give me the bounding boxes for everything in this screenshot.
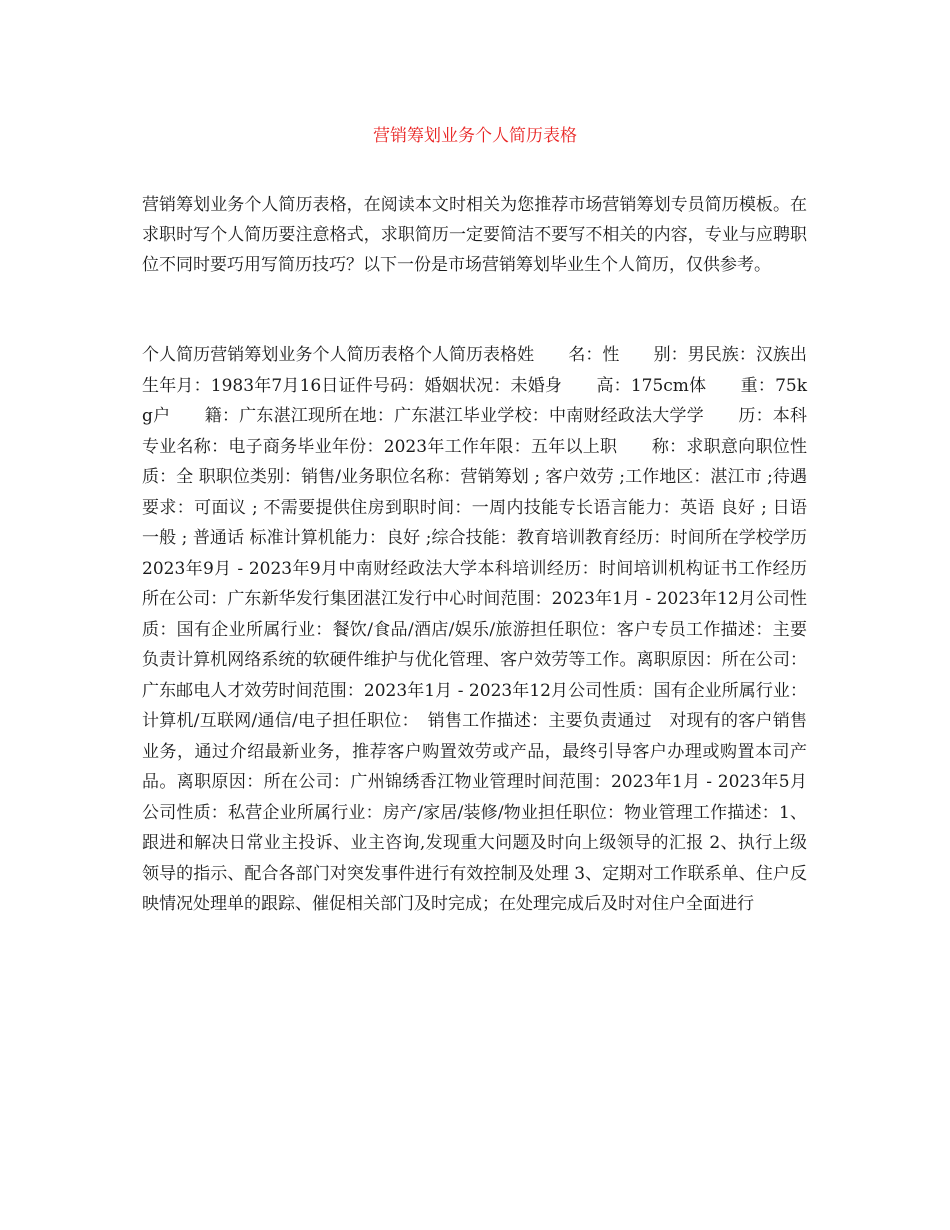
resume-body-paragraph: 个人简历营销筹划业务个人简历表格个人简历表格姓 名：性 别：男民族：汉族出生年月：1983年7月16日证件号码：婚姻状况：未婚身 高：175cm体 重：75kg户 籍：广东湛江现所在地：广东湛江毕业学校：中南财经政法大学学 历：本科专业名称：电子商务毕业年份：2023年工作年限：五年以上职 称：求职意向职位性质：全 职职位类别：销售/业务职位名称：营销筹划 ; 客户效劳 ;工作地区：湛江市 ;待遇要求：可面议 ; 不需要提供住房到职时间：一周内技能专长语言能力：英语 良好 ; 日语 一般 ; 普通话 标准计算机能力：良好 ;综合技能：教育培训教育经历：时间所在学校学历2023年9月 - 2023年9月中南财经政法大学本科培训经历：时间培训机构证书工作经历所在公司：广东新华发行集团湛江发行中心时间范围：2023年1月 - 2023年12月公司性质：国有企业所属行业：餐饮/食品/酒店/娱乐/旅游担任职位：客户专员工作描述：主要负责计算机网络系统的软硬件维护与优化管理、客户效劳等工作。离职原因：所在公司：广东邮电人才效劳时间范围：2023年1月 - 2023年12月公司性质：国有企业所属行业：计算机/互联网/通信/电子担任职位： 销售工作描述：主要负责通过 对现有的客户销售 业务，通过介绍最新业务，推荐客户购置效劳或产品，最终引导客户办理或购置本司产品。离职原因：所在公司：广州锦绣香江物业管理时间范围：2023年1月 - 2023年5月公司性质：私营企业所属行业：房产/家居/装修/物业担任职位：物业管理工作描述：1、跟进和解决日常业主投诉、业主咨询,发现重大问题及时向上级领导的汇报 2、执行上级领导的指示、配合各部门对突发事件进行有效控制及处理 3、定期对工作联系单、住户反映情况处理单的跟踪、催促相关部门及时完成；在处理完成后及时对住户全面进行 [142,345,824,914]
intro-paragraph: 营销筹划业务个人简历表格，在阅读本文时相关为您推荐市场营销筹划专员简历模板。在求职时写个人简历要注意格式，求职简历一定要简洁不要写不相关的内容，专业与应聘职位不同时要巧用写简历技巧？以下一份是市场营销筹划毕业生个人简历，仅供参考。 [142,195,807,275]
document-title: 营销筹划业务个人简历表格 [373,126,577,146]
